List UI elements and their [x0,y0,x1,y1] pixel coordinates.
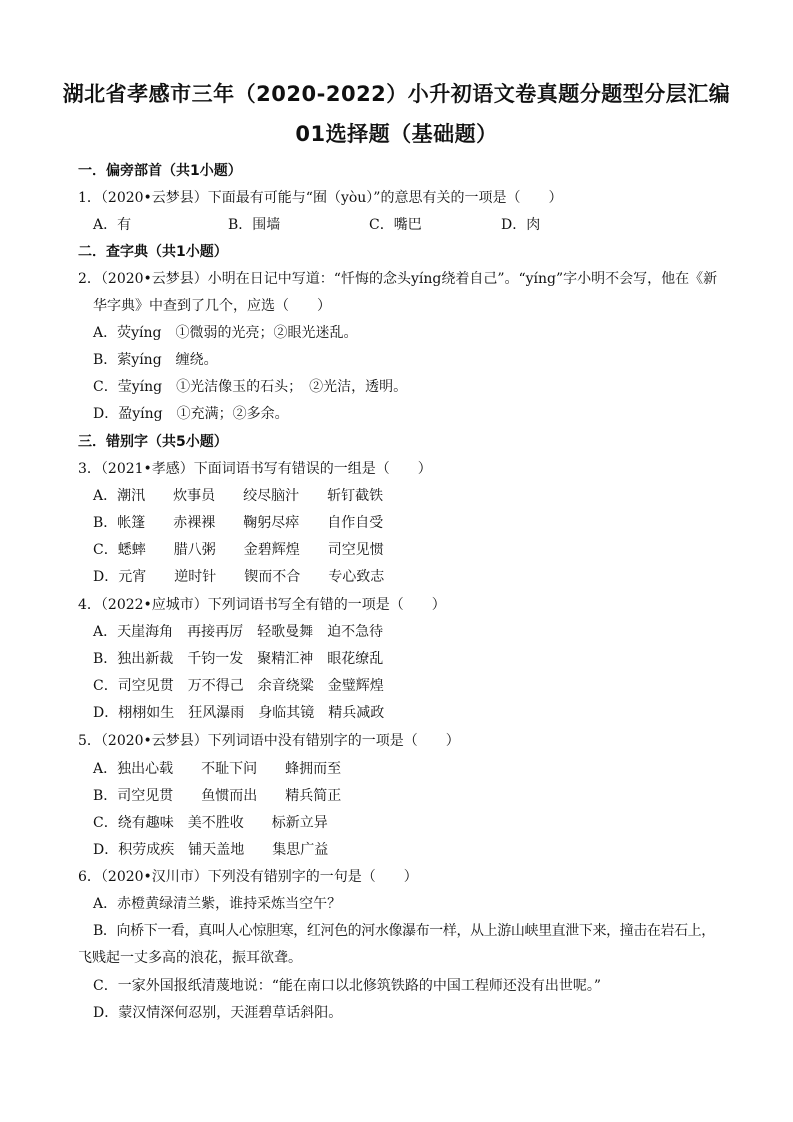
question-6-option-c: C．一家外国报纸清蔑地说：“能在南口以北修筑铁路的中国工程师还没有出世呢。” [93,978,602,994]
question-6-option-a: A．赤橙黄绿清兰紫，谁持采炼当空午？ [93,896,342,912]
question-4-option-c: C．司空见贯 万不得己 余音绕粱 金璧辉煌 [93,678,384,694]
question-5-stem: 5．（2020•云梦县）下列词语中没有错别字的一项是（ ） [78,733,460,749]
question-3-option-b: B．帐篷 赤裸裸 鞠躬尽瘁 自作自受 [93,515,384,531]
question-2-stem: 2．（2020•云梦县）小明在日记中写道：“忏悔的念头yíng绕着自己”。“yíng”字小明不会写，他在《新 [78,271,718,287]
section-heading: 二．查字典（共1小题） [78,244,228,260]
question-2-option-b: B．萦yíng 缠绕。 [93,352,218,368]
question-6-option-b-continued: 飞贱起一丈多高的浪花，振耳欲聋。 [78,950,302,966]
question-6-stem: 6．（2020•汉川市）下列没有错别字的一句是（ ） [78,869,418,885]
question-1-option-b: B．围墙 [228,217,281,233]
question-4-option-d: D．栩栩如生 狂风瀑雨 身临其镜 精兵减政 [93,705,385,721]
question-2-option-a: A．荧yíng ①微弱的光亮；②眼光迷乱。 [93,325,358,341]
question-6-option-d: D．蒙汉情深何忍别，天涯碧草话斜阳。 [93,1005,343,1021]
question-5-option-c: C．绕有趣味 美不胜收 标新立异 [93,815,328,831]
question-4-option-a: A．天崖海角 再接再厉 轻歌曼舞 迫不急待 [93,624,384,640]
question-1-option-d: D．肉 [501,217,541,233]
question-2-option-c: C．莹yíng ①光洁像玉的石头； ②光洁，透明。 [93,379,408,395]
question-5-option-a: A．独出心载 不耻下问 蜂拥而至 [93,761,342,777]
question-4-stem: 4．（2022•应城市）下列词语书写全有错的一项是（ ） [78,597,446,613]
question-2-option-d: D．盈yíng ①充满；②多余。 [93,406,289,422]
section-heading: 三．错别字（共5小题） [78,434,228,450]
question-5-option-b: B．司空见贯 鱼惯而出 精兵简正 [93,788,342,804]
question-6-option-b: B．向桥下一看，真叫人心惊胆寒，红河色的河水像瀑布一样，从上游山峡里直泄下来，撞击在岩石上， [93,923,715,939]
question-1-option-a: A．有 [93,217,132,233]
question-3-stem: 3．（2021•孝感）下面词语书写有错误的一组是（ ） [78,461,432,477]
question-3-option-c: C．蟋蟀 腊八粥 金碧辉煌 司空见惯 [93,542,384,558]
question-4-option-b: B．独出新裁 千钧一发 聚精汇神 眼花缭乱 [93,651,384,667]
question-5-option-d: D．积劳成疾 铺天盖地 集思广益 [93,842,329,858]
section-heading: 一．偏旁部首（共1小题） [78,163,242,179]
question-1-stem: 1．（2020•云梦县）下面最有可能与“囿（yòu）”的意思有关的一项是（ ） [78,190,563,206]
question-3-option-a: A．潮汛 炊事员 绞尽脑汁 斩钉截铁 [93,488,384,504]
question-2-stem-continued: 华字典》中查到了几个，应选（ ） [93,298,331,314]
document-subtitle: 01选择题（基础题） [295,122,498,146]
question-3-option-d: D．元宵 逆时针 锲而不合 专心致志 [93,569,385,585]
question-1-option-c: C．嘴巴 [369,217,422,233]
document-title: 湖北省孝感市三年（2020-2022）小升初语文卷真题分题型分层汇编 [62,82,731,106]
